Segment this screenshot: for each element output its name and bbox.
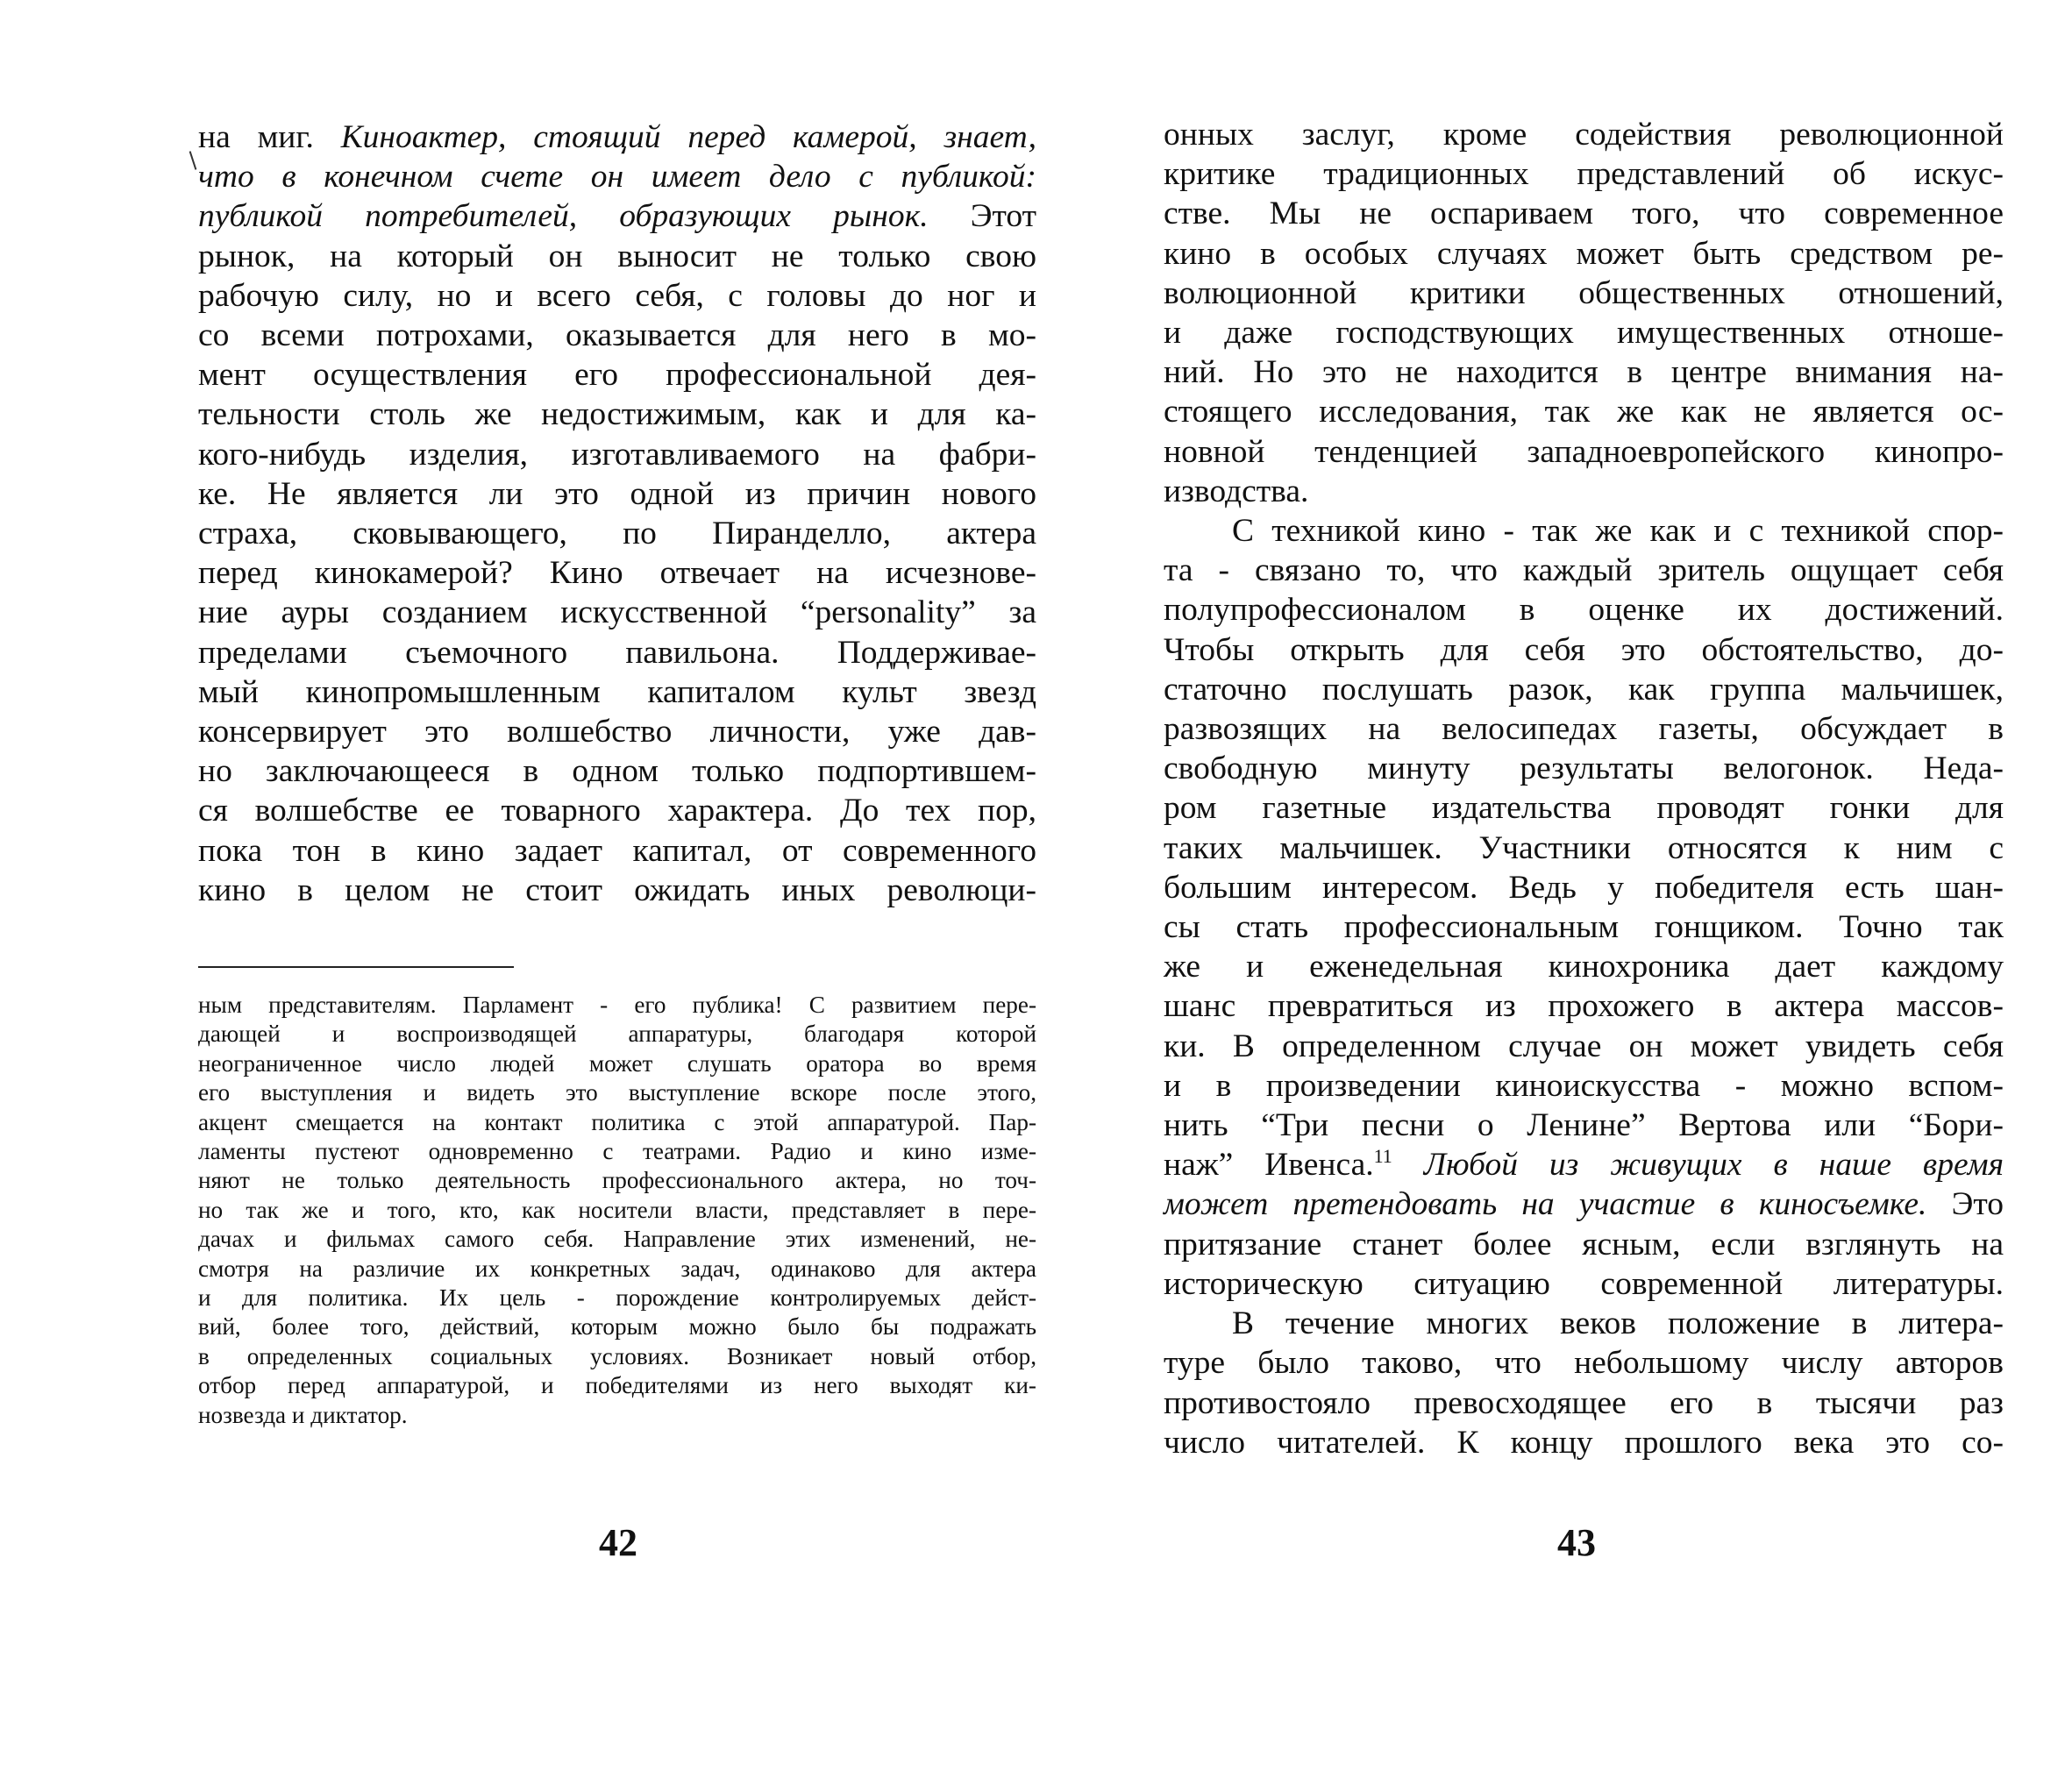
- text-line: [198, 157, 1036, 196]
- text-line: [198, 435, 1036, 474]
- footnote-line: отбор перед аппаратурой, и победителями из него выходят ки-: [198, 1372, 1036, 1399]
- text-line: [1164, 274, 2004, 313]
- page-number-left: 42: [599, 1521, 637, 1564]
- text-line: [1164, 1145, 2004, 1184]
- text-run: мый кинопромышленным капиталом культ звезд: [198, 673, 1036, 710]
- text-run: онных заслуг, кроме содействия революционной: [1164, 117, 2004, 153]
- text-line: [1164, 749, 2004, 788]
- text-run: рынок, на который он выносит не только свою: [198, 238, 1036, 274]
- text-run: Этот: [928, 198, 1037, 235]
- text-run: на миг.: [198, 119, 341, 155]
- text-line: [198, 237, 1036, 276]
- text-run: ний. Но это не находится в центре внимания на-: [1164, 354, 2004, 391]
- text-run: стве. Мы не оспариваем того, что современное: [1164, 196, 2004, 232]
- footnote-line: смотря на различие их конкретных задач, одинаково для актера: [198, 1255, 1036, 1282]
- text-run: но заключающееся в одном только подпортившем-: [198, 753, 1036, 790]
- footnote-line: дачах и фильмах самого себя. Направление этих изменений, не-: [198, 1226, 1036, 1253]
- text-line: [1164, 392, 2004, 431]
- text-line: [1164, 1027, 2004, 1066]
- text-line: [1164, 1343, 2004, 1383]
- footnote-line: в определенных социальных условиях. Возникает новый отбор,: [198, 1342, 1036, 1369]
- footnote-line: няют не только деятельность профессионального актера, но точ-: [198, 1167, 1036, 1194]
- footnote-line: ным представителям. Парламент - его публика! С развитием пере-: [198, 992, 1036, 1018]
- text-line: [1164, 432, 2004, 472]
- text-line: [198, 117, 1036, 157]
- text-line: [1164, 234, 2004, 274]
- footnote-line: вий, более того, действий, которым можно было бы подражать: [198, 1313, 1036, 1341]
- italic-run: публикой потребителей, образующих рынок.: [198, 198, 929, 235]
- footnote-line: но так же и того, кто, как носители власти, представляет в пере-: [198, 1196, 1036, 1223]
- text-run: ке. Не является ли это одной из причин нового: [198, 475, 1036, 512]
- text-run: же и еженедельная кинохроника дает каждому: [1164, 949, 2004, 985]
- text-run: и даже господствующих имущественных отноше-: [1164, 315, 2004, 352]
- text-line: [1164, 511, 2004, 551]
- page-number-right: 43: [1557, 1521, 1596, 1564]
- text-run: шанс превратиться из прохожего в актера массов-: [1164, 988, 2004, 1025]
- text-run: развозящих на велосипедах газеты, обсуждает в: [1164, 711, 2004, 748]
- text-run: ром газетные издательства проводят гонки для: [1164, 790, 2004, 827]
- italic-run: Любой из живущих в наше время: [1423, 1147, 2004, 1184]
- text-line: [1164, 1423, 2004, 1462]
- text-line: [1164, 1225, 2004, 1264]
- text-run: свободную минуту результаты велогонок. Неда-: [1164, 750, 2004, 787]
- text-line: [1164, 630, 2004, 670]
- text-line: [1164, 590, 2004, 629]
- scan-mark: [189, 151, 197, 170]
- italic-run: что в конечном счете он имеет дело с публикой:: [198, 159, 1036, 196]
- text-run: полупрофессионалом в оценке их достижений.: [1164, 592, 2004, 629]
- text-line: [1164, 472, 2004, 511]
- text-run: статочно послушать разок, как группа мальчишек,: [1164, 671, 2004, 708]
- text-run: та - связано то, что каждый зритель ощущает себя: [1164, 552, 2004, 589]
- text-line: [198, 395, 1036, 434]
- text-line: [1164, 194, 2004, 233]
- text-run: волюционной критики общественных отношений,: [1164, 274, 2004, 311]
- text-line: [1164, 986, 2004, 1026]
- text-run: туре было таково, что небольшому числу авторов: [1164, 1345, 2004, 1382]
- text-line: [198, 633, 1036, 672]
- footnote-ref: 11: [1373, 1145, 1392, 1168]
- text-line: [198, 791, 1036, 830]
- italic-run: может претендовать на участие в киносъемке.: [1164, 1186, 1927, 1223]
- text-run: ние ауры созданием искусственной “personality” за: [198, 594, 1036, 631]
- text-run: перед кинокамерой? Кино отвечает на исчезнове-: [198, 555, 1036, 592]
- text-run: критике традиционных представлений об искус-: [1164, 156, 2004, 193]
- text-run: В течение многих веков положение в литера-: [1232, 1305, 2004, 1342]
- text-run: С техникой кино - так же как и с техникой спор-: [1232, 513, 2004, 550]
- text-line: [198, 672, 1036, 712]
- text-run: консервирует это волшебство личности, уже дав-: [198, 714, 1036, 750]
- text-line: [1164, 1264, 2004, 1304]
- text-line: [198, 316, 1036, 355]
- left-footnote: [198, 991, 1036, 1430]
- text-line: [1164, 947, 2004, 986]
- text-run: противостояло превосходящее его в тысячи раз: [1164, 1384, 2004, 1421]
- text-run: ся волшебстве ее товарного характера. До тех пор,: [198, 793, 1036, 829]
- text-run: тельности столь же недостижимым, как и для ка-: [198, 396, 1036, 433]
- text-line: [1164, 154, 2004, 194]
- text-line: [1164, 670, 2004, 709]
- text-line: [198, 196, 1036, 236]
- footnote-line: неограниченное число людей может слушать оратора во время: [198, 1049, 1036, 1077]
- text-run: историческую ситуацию современной литературы.: [1164, 1265, 2004, 1302]
- text-line: [1164, 115, 2004, 154]
- italic-run: Киноактер, стоящий перед камерой, знает,: [340, 119, 1036, 155]
- text-run: мент осуществления его профессиональной дея-: [198, 357, 1036, 394]
- text-run: наж” Ивенса.: [1164, 1147, 1374, 1184]
- text-run: кино в особых случаях может быть средством ре-: [1164, 235, 2004, 272]
- footnote-line: нозвезда и диктатор.: [198, 1401, 408, 1428]
- text-line: [1164, 1304, 2004, 1343]
- text-line: [1164, 551, 2004, 590]
- text-line: [198, 355, 1036, 395]
- text-line: [1164, 313, 2004, 352]
- text-line: [1164, 1106, 2004, 1145]
- text-run: стоящего исследования, так же как не является ос-: [1164, 394, 2004, 430]
- text-line: [1164, 788, 2004, 828]
- text-run: и в произведении киноискусства - можно вспом-: [1164, 1067, 2004, 1104]
- text-line: [198, 871, 1036, 910]
- text-run: кино в целом не стоит ожидать иных революци-: [198, 871, 1036, 908]
- text-line: [198, 553, 1036, 593]
- text-run: большим интересом. Ведь у победителя есть шан-: [1164, 869, 2004, 906]
- text-run: страха, сковывающего, по Пиранделло, актера: [198, 516, 1036, 552]
- footnote-separator: [198, 966, 514, 968]
- text-line: [1164, 868, 2004, 907]
- text-line: [1164, 829, 2004, 868]
- footnote-line: и для политика. Их цель - порождение контролируемых дейст-: [198, 1284, 1036, 1312]
- text-run: новной тенденцией западноевропейского кинопро-: [1164, 433, 2004, 470]
- text-run: пока тон в кино задает капитал, от современного: [198, 832, 1036, 869]
- footnote-line: дающей и воспроизводящей аппаратуры, благодаря которой: [198, 1021, 1036, 1048]
- text-line: [1164, 1383, 2004, 1423]
- footnote-line: акцент смещается на контакт политика с этой аппаратурой. Пар-: [198, 1108, 1036, 1135]
- text-line: [1164, 1184, 2004, 1224]
- text-run: [1392, 1147, 1424, 1183]
- text-run: изводства.: [1164, 473, 1309, 509]
- text-line: [198, 474, 1036, 514]
- footnote-line: ламенты пустеют одновременно с театрами. Радио и кино изме-: [198, 1138, 1036, 1165]
- text-run: пределами съемочного павильона. Поддерживае-: [198, 634, 1036, 671]
- right-page: [1036, 0, 2072, 1771]
- text-line: [1164, 1066, 2004, 1106]
- text-run: кого-нибудь изделия, изготавливаемого на фабри-: [198, 436, 1036, 473]
- text-line: [1164, 352, 2004, 392]
- text-run: сы стать профессиональным гонщиком. Точно так: [1164, 909, 2004, 946]
- text-line: [1164, 709, 2004, 749]
- text-run: Это: [1926, 1186, 2004, 1223]
- text-run: ки. В определенном случае он может увидеть себя: [1164, 1028, 2004, 1064]
- text-line: [198, 593, 1036, 632]
- text-run: таких мальчишек. Участники относятся к ним с: [1164, 829, 2004, 866]
- text-run: со всеми потрохами, оказывается для него в мо-: [198, 317, 1036, 354]
- text-run: Чтобы открыть для себя это обстоятельство, до-: [1164, 631, 2004, 668]
- text-line: [198, 831, 1036, 871]
- text-run: нить “Три песни о Ленине” Вертова или “Бори-: [1164, 1107, 2004, 1144]
- text-line: [1164, 907, 2004, 947]
- text-run: притязание станет более ясным, если взглянуть на: [1164, 1226, 2004, 1262]
- text-run: рабочую силу, но и всего себя, с головы до ног и: [198, 277, 1036, 314]
- left-main-text: [198, 117, 1036, 910]
- text-line: [198, 514, 1036, 553]
- right-main-text: [1164, 115, 2004, 1462]
- text-line: [198, 751, 1036, 791]
- text-line: [198, 712, 1036, 751]
- footnote-line: его выступления и видеть это выступление вскоре после этого,: [198, 1079, 1036, 1106]
- text-line: [198, 276, 1036, 316]
- text-run: число читателей. К концу прошлого века это со-: [1164, 1424, 2004, 1461]
